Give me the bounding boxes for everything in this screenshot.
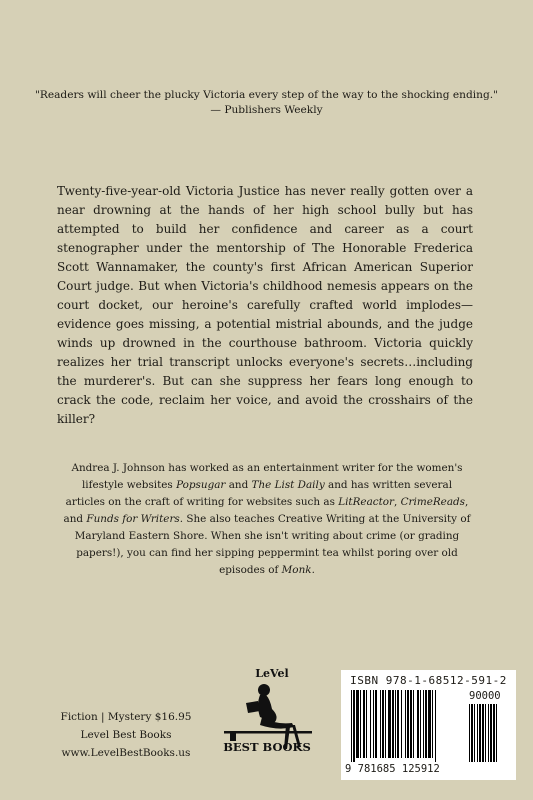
publisher-website: www.LevelBestBooks.us [61, 747, 191, 759]
author-bio [62, 460, 472, 579]
blurb-text: Twenty-five-year-old Victoria Justice has never really gotten over a near drowning at the hands of her high school bully but has attempted to build her confidence and career as a court stenographer under the mentorship of The Honorable Frederica Scott Wannamaker, the county's first African American Superior Court judge. But when Victoria's childhood nemesis appears on the court docket, our heroine's carefully crafted world implodes—evidence goes missing, a potential mistrial abounds, and the judge winds up drowned in the courthouse bathroom. Victoria quickly realizes her trial transcript unlocks everyone's secrets…including the murderer's. But can she suppress her fears long enough to crack the code, reclaim her voice, and avoid the crosshairs of the killer? [57, 184, 473, 426]
barcode-bar [375, 690, 377, 758]
barcode-bar [395, 690, 396, 758]
publisher-name: Level Best Books [80, 729, 172, 741]
bio-text [62, 460, 472, 579]
price-publisher-block [36, 708, 216, 762]
barcode-bar [351, 690, 352, 762]
barcode-addon-bar [488, 704, 489, 762]
logo-text-top: LeVel [255, 667, 289, 680]
barcode-bar [370, 690, 371, 758]
barcode-bar [410, 690, 412, 758]
barcode-bar [405, 690, 406, 758]
bio-part: Andrea J. Johnson has worked as an entertainment writer for the women's lifestyle websites [71, 462, 463, 491]
bio-part: and has written several articles on the craft of writing for websites such as [65, 479, 453, 508]
bio-part: . She also teaches Creative Writing at the University of Maryland Eastern Shore. When she isn't writing about crime (or grading papers!), you can find her sipping peppermint tea whilst poring over old episodes of [74, 513, 471, 576]
bio-part: . [311, 564, 315, 576]
barcode-bar [382, 690, 384, 758]
site-title: The List Daily [251, 479, 325, 491]
book-blurb [57, 182, 473, 429]
quote-attribution: — Publishers Weekly [210, 104, 323, 116]
barcode-bar [428, 690, 431, 758]
bio-part: , and [63, 496, 469, 525]
bio-part: and [225, 479, 252, 491]
barcode-addon-bar [490, 704, 492, 762]
barcode-bar [392, 690, 394, 758]
publisher-logo [220, 665, 315, 765]
isbn-barcode [341, 670, 516, 780]
barcode-addon-digits: 90000 [469, 690, 501, 702]
barcode-bar [366, 690, 367, 758]
bio-part: , [394, 496, 401, 508]
barcode-bar [432, 690, 433, 758]
barcode-addon-bar [469, 704, 470, 762]
barcode-addon-bar [479, 704, 481, 762]
barcode-bar [420, 690, 421, 758]
quote-text: "Readers will cheer the plucky Victoria every step of the way to the shocking ending." [35, 89, 498, 101]
barcode-bar [401, 690, 402, 758]
barcode-bar [373, 690, 374, 758]
barcode-bar [435, 690, 436, 762]
barcode-addon-bar [471, 704, 473, 762]
barcode-main-digits: 9 781685 125912 [345, 763, 440, 775]
barcode-bar [413, 690, 414, 758]
barcode-addon-bar [493, 704, 495, 762]
barcode-bar [423, 690, 424, 758]
barcode-bar [380, 690, 381, 758]
barcode-bar [363, 690, 365, 758]
barcode-addon-bar [482, 704, 484, 762]
genre-price: Fiction | Mystery $16.95 [60, 711, 192, 723]
barcode-bar [417, 690, 419, 758]
barcode-bar [353, 690, 355, 762]
site-title: Funds for Writers [86, 513, 180, 525]
show-title: Monk [281, 564, 312, 576]
barcode-bar [360, 690, 361, 758]
site-title: LitReactor [338, 496, 394, 508]
barcode-bar [388, 690, 391, 758]
barcode-addon-bar [485, 704, 486, 762]
barcode-addon-bar [474, 704, 475, 762]
barcode-bar [407, 690, 409, 758]
barcode-digits [345, 763, 515, 775]
review-quote [20, 88, 513, 118]
site-title: Popsugar [176, 479, 226, 491]
site-title: CrimeReads [400, 496, 466, 508]
isbn-number: ISBN 978-1-68512-591-2 [350, 674, 507, 687]
barcode-bar [425, 690, 427, 758]
barcode-addon-bar [477, 704, 478, 762]
barcode-bar [356, 690, 359, 758]
logo-text-bottom: BEST BOOKS [223, 740, 311, 754]
barcode-bar [397, 690, 399, 758]
barcode-addon-bar [496, 704, 497, 762]
barcode-bar [385, 690, 386, 758]
